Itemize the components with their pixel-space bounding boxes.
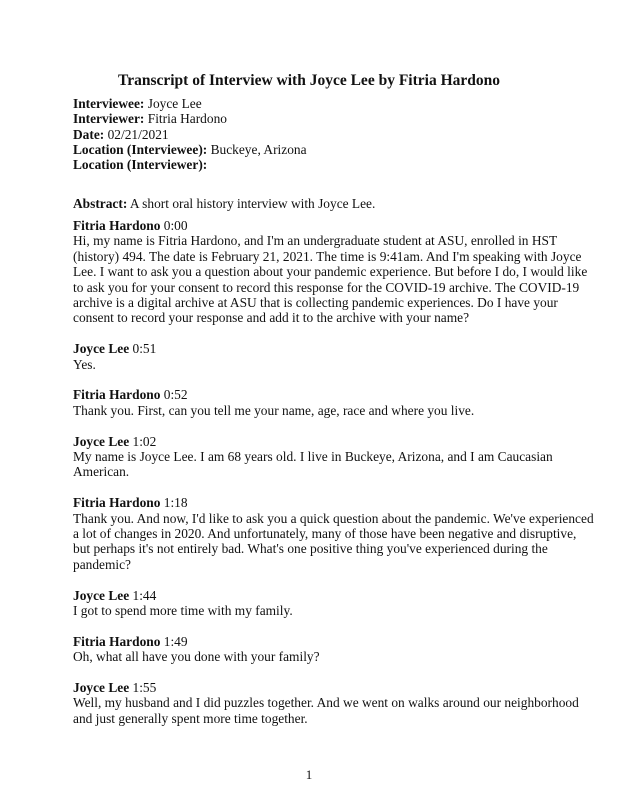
timestamp: 1:55: [132, 680, 157, 696]
timestamp: 1:02: [132, 433, 157, 449]
utterance-line: I got to spend more time with my family.: [73, 603, 293, 619]
speaker-name: Joyce Lee: [73, 680, 130, 696]
utterance-line: Yes.: [73, 356, 96, 372]
meta-location-interviewer: [73, 157, 307, 172]
utterance-line: but perhaps it's not entirely bad. What's one positive thing you've experienced during the: [73, 541, 548, 557]
meta-location-interviewee: [73, 142, 307, 157]
utterance-line: American.: [73, 464, 130, 480]
transcript-entry: [73, 341, 553, 372]
utterance-line: Thank you. First, can you tell me your name, age, race and where you live.: [73, 402, 475, 418]
meta-label: Interviewee:: [73, 96, 145, 111]
speaker-name: Joyce Lee: [73, 433, 130, 449]
speaker-name: Fitria Hardono: [73, 495, 161, 511]
interview-metadata: [73, 96, 307, 172]
transcript-entry: [73, 387, 553, 418]
abstract-text: A short oral history interview with Joyce Lee.: [129, 196, 376, 211]
utterance-line: Lee. I want to ask you a question about your pandemic experience. But before I do, I would like: [73, 264, 588, 280]
abstract: [73, 196, 375, 212]
entry-header: [73, 634, 553, 649]
entry-header: [73, 680, 553, 695]
utterance-line: Oh, what all have you done with your family?: [73, 649, 320, 665]
transcript-entry: [73, 680, 579, 726]
entry-header: [73, 588, 553, 603]
utterance-line: to ask you for your consent to record this response for the COVID-19 archive. The COVID-19: [73, 279, 580, 295]
speaker-name: Fitria Hardono: [73, 218, 161, 233]
utterance-line: a lot of changes in 2020. And unfortunately, many of those have been negative and disruptive,: [73, 526, 577, 542]
utterance-line: consent to record your response and add it to the archive with your name?: [73, 310, 470, 326]
meta-interviewer: [73, 111, 307, 126]
meta-label: Interviewer:: [73, 111, 145, 127]
document-title: Transcript of Interview with Joyce Lee by Fitria Hardono: [118, 72, 500, 89]
speaker-name: Fitria Hardono: [73, 387, 161, 403]
timestamp: 1:49: [163, 633, 188, 649]
entry-header: [73, 434, 553, 449]
timestamp: 0:52: [163, 387, 188, 403]
transcript-entry: [73, 495, 594, 572]
transcript-entry: [73, 218, 588, 326]
meta-value: Fitria Hardono: [147, 111, 227, 127]
meta-label: Location (Interviewee):: [73, 141, 208, 157]
meta-value: Joyce Lee: [147, 96, 202, 111]
meta-label: Date:: [73, 126, 105, 142]
meta-label: Location (Interviewer):: [73, 157, 208, 173]
transcript-entry: [73, 588, 553, 619]
timestamp: 0:00: [163, 218, 188, 233]
utterance-line: Hi, my name is Fitria Hardono, and I'm an undergraduate student at ASU, enrolled in HST: [73, 233, 558, 249]
timestamp: 0:51: [132, 341, 157, 357]
meta-value: 02/21/2021: [107, 126, 169, 142]
utterance-line: (history) 494. The date is February 21, 2021. The time is 9:41am. And I'm speaking with Joyce: [73, 248, 582, 264]
transcript-entry: [73, 434, 553, 480]
utterance-line: pandemic?: [73, 556, 131, 572]
entry-header: [73, 387, 553, 402]
entry-header: [73, 218, 553, 233]
abstract-label: Abstract:: [73, 196, 128, 211]
entry-header: [73, 341, 553, 356]
timestamp: 1:18: [163, 495, 188, 511]
speaker-name: Fitria Hardono: [73, 633, 161, 649]
meta-value: Buckeye, Arizona: [210, 141, 307, 157]
page-number: 1: [305, 767, 313, 782]
transcript-body: [73, 218, 594, 742]
utterance-line: Thank you. And now, I'd like to ask you a quick question about the pandemic. We've experienced: [73, 510, 594, 526]
meta-date: [73, 127, 307, 142]
utterance-line: archive is a digital archive at ASU that is collecting pandemic experiences. Do I have your: [73, 295, 558, 311]
utterance-line: and just generally spent more time together.: [73, 710, 308, 726]
entry-header: [73, 495, 553, 510]
speaker-name: Joyce Lee: [73, 587, 130, 603]
transcript-entry: [73, 634, 553, 665]
meta-interviewee: [73, 96, 307, 111]
utterance-line: My name is Joyce Lee. I am 68 years old. I live in Buckeye, Arizona, and I am Caucasian: [73, 449, 553, 465]
timestamp: 1:44: [132, 587, 157, 603]
speaker-name: Joyce Lee: [73, 341, 130, 357]
utterance-line: Well, my husband and I did puzzles together. And we went on walks around our neighborhood: [73, 695, 579, 711]
